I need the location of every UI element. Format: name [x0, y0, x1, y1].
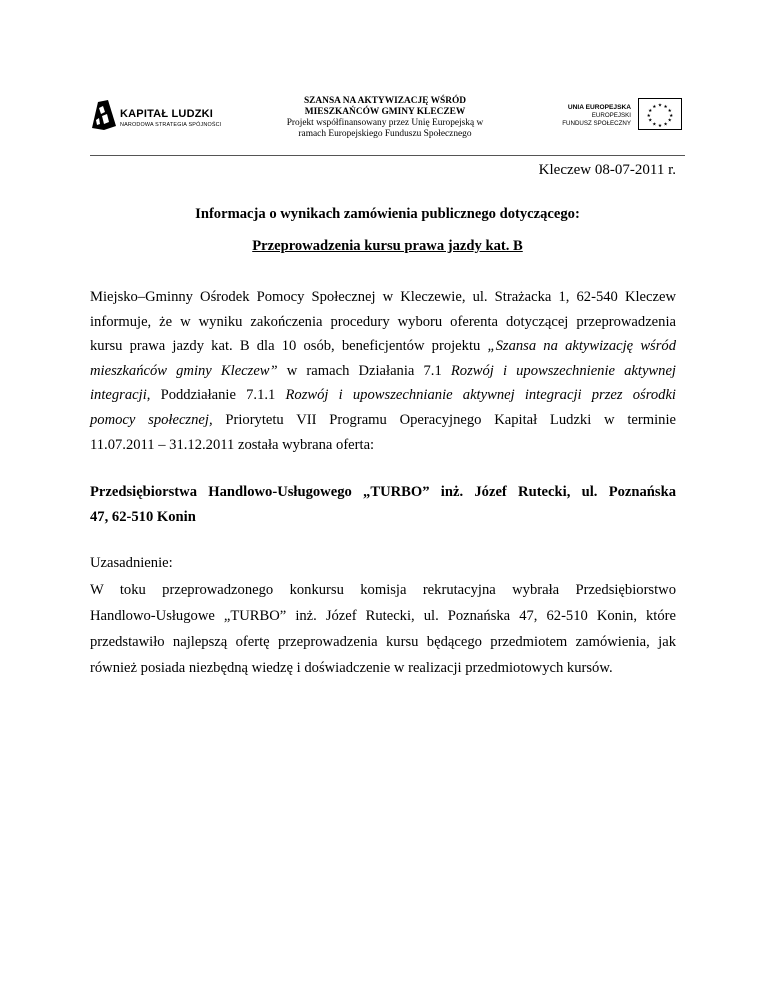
- justification-line: W toku przeprowadzonego konkursu komisja rekrutacyjna wybrała Przedsiębiorstwo: [90, 582, 676, 598]
- svg-text:★: ★: [646, 113, 651, 119]
- kapital-ludzki-subtitle: NARODOWA STRATEGIA SPÓJNOŚCI: [120, 122, 222, 128]
- project-funding-line2: ramach Europejskiego Funduszu Społecznego: [298, 129, 472, 139]
- body-line: Miejsko–Gminny Ośrodek Pomocy Społecznej w Kleczewie, ul. Strażacka 1, 62-540 Kleczew: [90, 289, 676, 305]
- body-line: [90, 359, 676, 384]
- project-name: „Szansa na aktywizację wśród: [487, 338, 676, 355]
- svg-text:★: ★: [652, 122, 657, 128]
- winner-line: 47, 62-510 Konin: [90, 508, 196, 525]
- svg-text:★: ★: [657, 124, 663, 130]
- body-line: [90, 334, 676, 359]
- kapital-ludzki-logo: [90, 98, 290, 140]
- svg-text:★: ★: [663, 122, 668, 128]
- body-line: [90, 408, 676, 433]
- eu-logo-line3: FUNDUSZ SPOŁECZNY: [562, 120, 631, 127]
- project-title-line2: MIESZKAŃCÓW GMINY KLECZEW: [304, 107, 466, 117]
- body-line: informuje, że w wyniku zakończenia procedury wyboru oferenta dotyczącej przeprowadzenia: [90, 313, 676, 330]
- letterhead: [90, 88, 690, 150]
- svg-text:★: ★: [648, 109, 653, 115]
- eu-logo-line2: EUROPEJSKI: [591, 112, 631, 119]
- svg-text:★: ★: [663, 105, 668, 110]
- project-name-cont: mieszkańców gminy Kleczew”: [90, 362, 278, 379]
- svg-text:★: ★: [652, 105, 657, 110]
- body-text: kursu prawa jazdy kat. B dla 10 osób, beneficjentów projektu: [90, 338, 488, 355]
- measure-name-cont: integracji: [90, 387, 147, 404]
- svg-text:★: ★: [667, 109, 672, 115]
- body-text: w ramach Działania 7.1: [277, 362, 451, 379]
- body-text: , Poddziałanie 7.1.1: [146, 387, 286, 404]
- submeasure-name: Rozwój i upowszechnianie aktywnej integracji przez ośrodki: [285, 387, 676, 404]
- measure-name: Rozwój i upowszechnienie aktywnej: [450, 362, 676, 379]
- svg-text:★: ★: [648, 118, 653, 124]
- justification-line: przedstawiło najlepszą ofertę przeprowadzenia kursu będącego przedmiotem zamówienia, jak: [90, 634, 676, 650]
- body-line: 11.07.2011 – 31.12.2011 została wybrana oferta:: [90, 436, 375, 453]
- announcement-paragraph: [90, 285, 676, 457]
- winner-line: Przedsiębiorstwa Handlowo-Usługowego „TURBO” inż. Józef Rutecki, ul. Poznańska: [90, 484, 676, 500]
- submeasure-name-cont: pomocy społecznej,: [90, 411, 213, 428]
- justification-label: Uzasadnienie:: [90, 555, 173, 571]
- justification-paragraph: [90, 577, 676, 681]
- document-date: Kleczew 08-07-2011 r.: [538, 162, 676, 178]
- justification-line: Handlowo-Usługowe „TURBO” inż. Józef Rutecki, ul. Poznańska 47, 62-510 Konin, które: [90, 608, 676, 624]
- justification-line: również posiada niezbędną wiedzę i doświadczenie w realizacji przedmiotowych kursów.: [90, 660, 613, 676]
- document-subject: Przeprowadzenia kursu prawa jazdy kat. B: [252, 238, 523, 254]
- selected-offer: [90, 480, 676, 529]
- project-title-line1: SZANSA NA AKTYWIZACJĘ WŚRÓD: [303, 96, 467, 106]
- eu-logo-line1: UNIA EUROPEJSKA: [567, 104, 631, 111]
- document-heading: Informacja o wynikach zamówienia publicznego dotyczącego:: [195, 206, 580, 222]
- svg-text:★: ★: [667, 118, 672, 124]
- project-info: [270, 96, 500, 140]
- eu-flag-icon: [638, 98, 682, 130]
- svg-text:★: ★: [669, 113, 674, 119]
- body-line: [90, 383, 676, 408]
- kapital-ludzki-title: KAPITAŁ LUDZKI: [120, 108, 214, 120]
- kapital-ludzki-mark-icon: [90, 98, 118, 132]
- project-funding-line1: Projekt współfinansowany przez Unię Europejską w: [286, 118, 484, 128]
- header-divider: [90, 155, 685, 156]
- svg-text:★: ★: [657, 103, 663, 109]
- body-text: Priorytetu VII Programu Operacyjnego Kapitał Ludzki w terminie: [212, 411, 676, 428]
- eu-logo-text: [545, 104, 631, 128]
